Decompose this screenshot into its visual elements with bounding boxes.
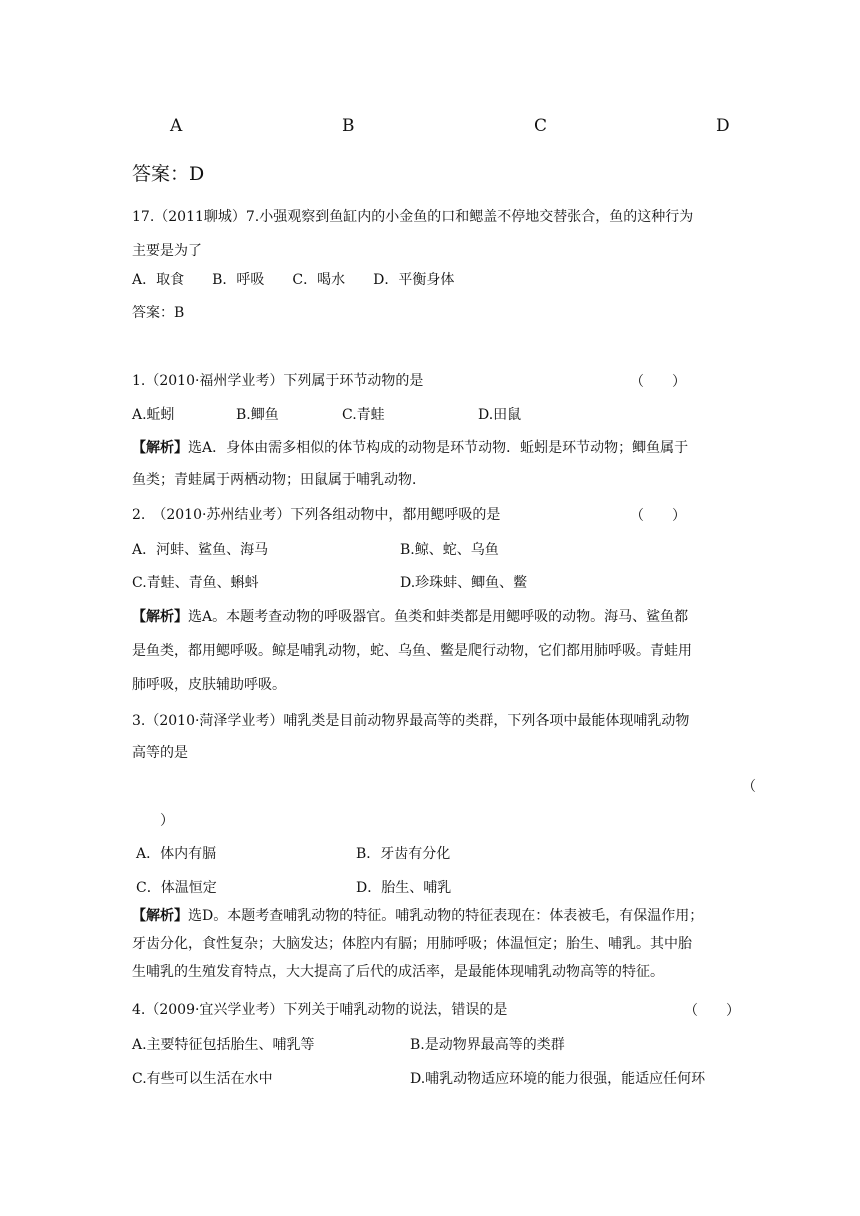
q3-stem-line1: 3.（2010·菏泽学业考）哺乳类是目前动物界最高等的类群，下列各项中最能体现哺乳动物 (132, 713, 690, 729)
q4-option-b: B.是动物界最高等的类群 (410, 1037, 565, 1053)
q2-explanation-tag: 【解析】 (132, 609, 188, 625)
q3-paren-close: ） (160, 813, 174, 829)
q1-stem: 1.（2010·福州学业考）下列属于环节动物的是 (132, 373, 424, 389)
q2-option-c: C.青蛙、青鱼、蝌蚪 (132, 575, 259, 591)
q3-explanation-line1 (132, 906, 703, 926)
q3-explanation-tag: 【解析】 (132, 908, 188, 924)
q2-option-a: A．河蚌、鲨鱼、海马 (132, 542, 269, 558)
q4-option-d: D.哺乳动物适应环境的能力很强，能适应任何环 (410, 1071, 706, 1087)
q4-stem: 4.（2009·宜兴学业考）下列关于哺乳动物的说法，错误的是 (132, 1002, 508, 1018)
option-label-c: C (534, 116, 548, 136)
q4-option-c: C.有些可以生活在水中 (132, 1071, 273, 1087)
q1-option-a: A.蚯蚓 (132, 407, 175, 423)
q17-options: A．取食 B．呼吸 C．喝水 D．平衡身体 (132, 272, 455, 288)
q3-stem-line2: 高等的是 (132, 745, 188, 761)
option-label-d: D (716, 116, 730, 136)
q2-option-d: D.珍珠蚌、鲫鱼、鳖 (400, 575, 528, 591)
q3-explanation-line2: 牙齿分化，食性复杂；大脑发达；体腔内有膈；用肺呼吸；体温恒定；胎生、哺乳。其中胎 (132, 936, 692, 952)
option-label-a: A (170, 116, 183, 136)
top-answer: 答案：D (132, 163, 205, 185)
q2-answer-blank: （ ） (630, 508, 686, 524)
q1-explanation-tag: 【解析】 (132, 440, 188, 456)
option-label-b: B (342, 116, 355, 136)
q2-stem: 2. （2010·苏州结业考）下列各组动物中，都用鳃呼吸的是 (132, 507, 501, 523)
q17-answer: 答案：B (132, 305, 185, 321)
q2-explanation-line2: 是鱼类，都用鳃呼吸。鲸是哺乳动物，蛇、乌鱼、鳖是爬行动物，它们都用肺呼吸。青蛙用 (132, 643, 692, 659)
q2-option-b: B.鲸、蛇、乌鱼 (400, 542, 499, 558)
q4-answer-blank: （ ） (684, 1003, 740, 1019)
q2-explanation-line3: 肺呼吸，皮肤辅助呼吸。 (132, 677, 286, 693)
q3-option-c: C．体温恒定 (136, 880, 217, 896)
q1-answer-blank: （ ） (630, 374, 686, 390)
q1-option-c: C.青蛙 (342, 407, 385, 423)
q17-stem-line2: 主要是为了 (132, 243, 202, 259)
q3-explanation-text: 选D。本题考查哺乳动物的特征。哺乳动物的特征表现在：体表被毛，有保温作用； (188, 908, 704, 924)
q1-explanation-line1 (132, 438, 688, 458)
q1-explanation-line2: 鱼类；青蛙属于两栖动物；田鼠属于哺乳动物． (132, 472, 426, 488)
q3-option-b: B．牙齿有分化 (356, 846, 451, 862)
q1-explanation-text: 选A．身体由需多相似的体节构成的动物是环节动物．蚯蚓是环节动物；鲫鱼属于 (188, 440, 689, 456)
q3-option-a: A．体内有膈 (136, 846, 217, 862)
q17-stem-line1: 17.（2011聊城）7.小强观察到鱼缸内的小金鱼的口和鳃盖不停地交替张合，鱼的这种行为 (132, 209, 694, 225)
q1-option-d: D.田鼠 (478, 407, 522, 423)
q3-option-d: D．胎生、哺乳 (356, 880, 452, 896)
q4-option-a: A.主要特征包括胎生、哺乳等 (132, 1037, 315, 1053)
q1-option-b: B.鲫鱼 (236, 407, 279, 423)
q2-explanation-text: 选A。本题考查动物的呼吸器官。鱼类和蚌类都是用鳃呼吸的动物。海马、鲨鱼都 (188, 609, 689, 625)
q3-paren-open: （ (742, 779, 756, 795)
q2-explanation-line1 (132, 607, 688, 627)
q3-explanation-line3: 生哺乳的生殖发育特点，大大提高了后代的成活率，是最能体现哺乳动物高等的特征。 (132, 964, 664, 980)
